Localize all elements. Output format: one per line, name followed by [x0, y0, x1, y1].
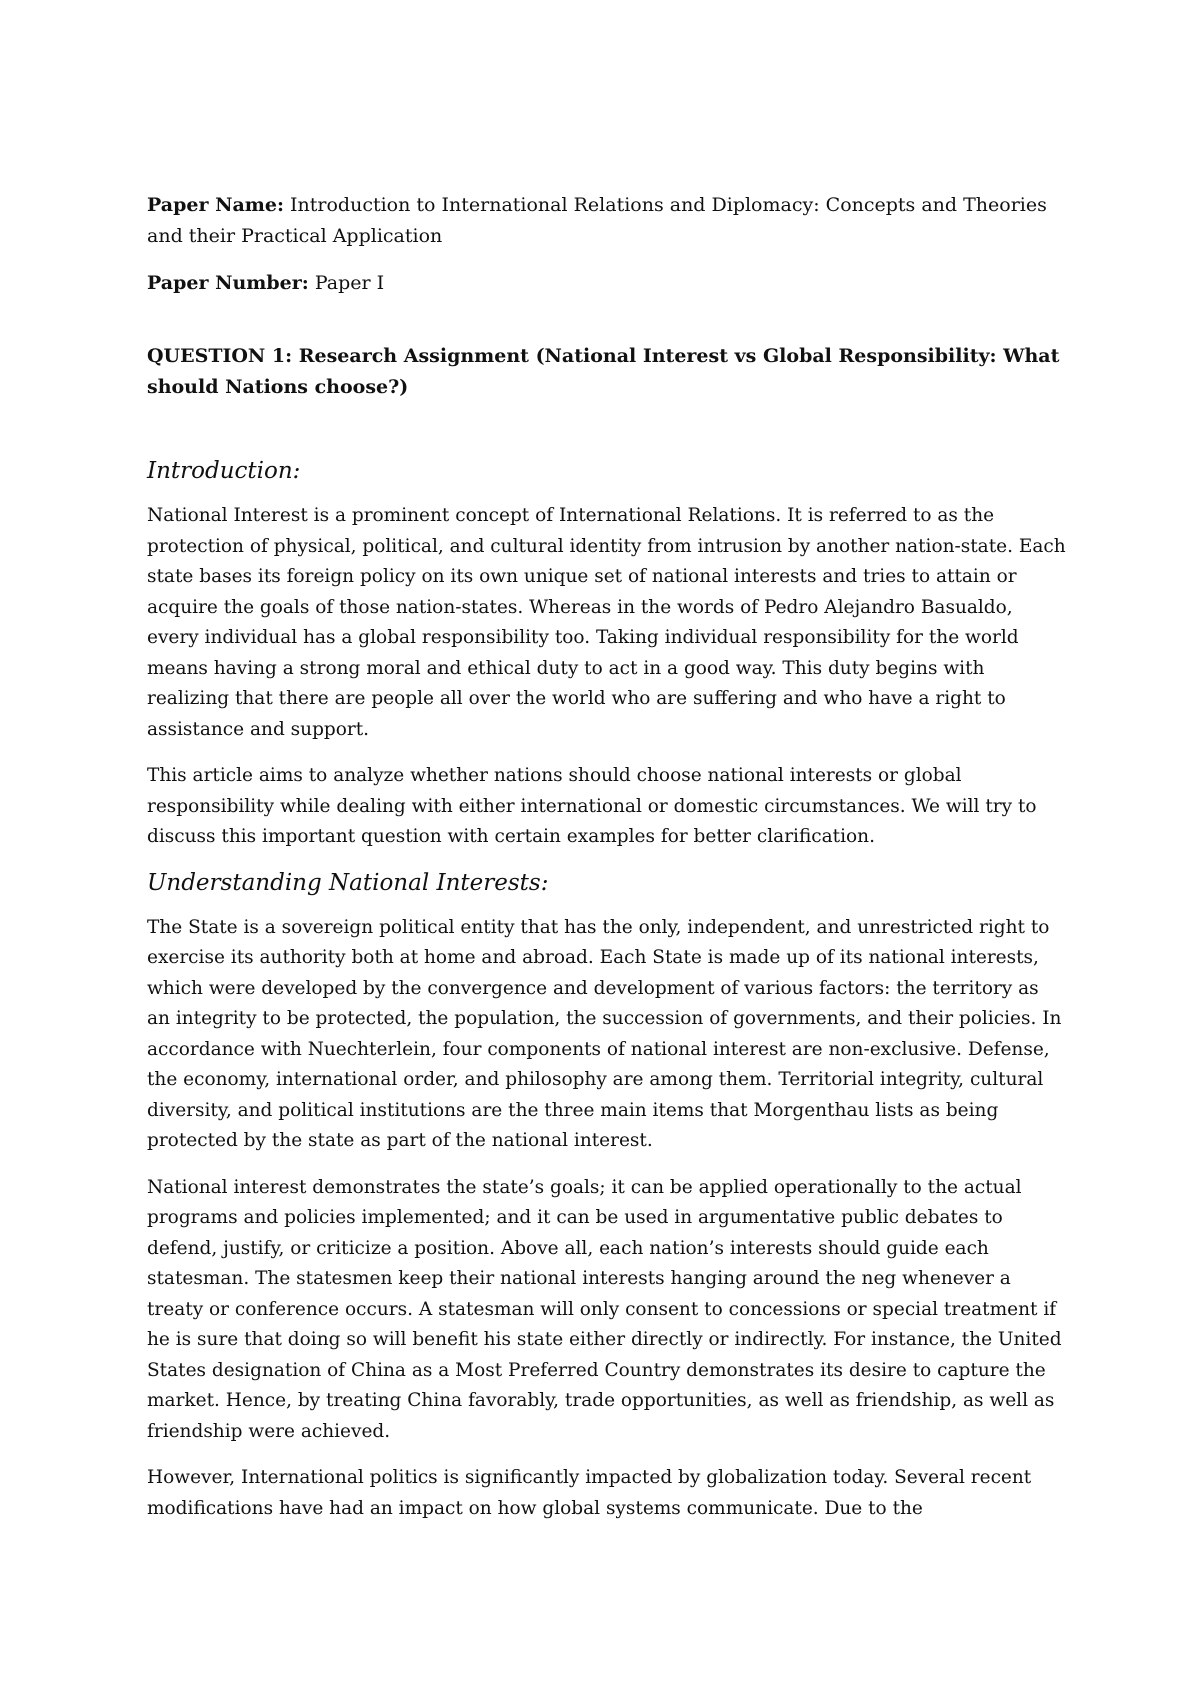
paper-number-value: Paper I [314, 272, 385, 294]
paper-name-line [147, 190, 1067, 252]
national-interests-paragraph-3: However, International politics is significantly impacted by globalization today. Several recent modifications have had an impact on how global systems communicate. Due to the [147, 1467, 1032, 1519]
national-interests-paragraph-2: National interest demonstrates the state’s goals; it can be applied operationally to the actual programs and policies implemented; and it can be used in argumentative public debates to defend, justify, or criticize a position. Above all, each nation’s interests should guide each statesman. The statesmen keep their national interests hanging around the neg whenever a treaty or conference occurs. A statesman will only consent to concessions or special treatment if he is sure that doing so will benefit his state either directly or indirectly. For instance, the United States designation of China as a Most Preferred Country demonstrates its desire to capture the market. Hence, by treating China favorably, trade opportunities, as well as friendship, as well as friendship were achieved. [147, 1176, 1062, 1442]
national-interests-heading: Understanding National Interests: [147, 869, 549, 896]
paper-name-value: Introduction to International Relations and Diplomacy: Concepts and Theories and their Practical Application [147, 194, 1047, 247]
national-interests-paragraph-1: The State is a sovereign political entity that has the only, independent, and unrestricted right to exercise its authority both at home and abroad. Each State is made up of its national interests, which were developed by the convergence and development of various factors: the territory as an integrity to be protected, the population, the succession of governments, and their policies. In accordance with Nuechterlein, four components of national interest are non-exclusive. Defense, the economy, international order, and philosophy are among them. Territorial integrity, cultural diversity, and political institutions are the three main items that Morgenthau lists as being protected by the state as part of the national interest. [147, 916, 1062, 1151]
introduction-paragraph-1: National Interest is a prominent concept of International Relations. It is referred to as the protection of physical, political, and cultural identity from intrusion by another nation-state. Each state bases its foreign policy on its own unique set of national interests and tries to attain or acquire the goals of those nation-states. Whereas in the words of Pedro Alejandro Basualdo, every individual has a global responsibility too. Taking individual responsibility for the world means having a strong moral and ethical duty to act in a good way. This duty begins with realizing that there are people all over the world who are suffering and who have a right to assistance and support. [147, 505, 1066, 740]
paper-name-label: Paper Name: [147, 194, 284, 216]
question-title: QUESTION 1: Research Assignment (National Interest vs Global Responsibility: What should Nations choose?) [147, 345, 1060, 398]
paper-number-line [147, 268, 1067, 299]
paper-number-label: Paper Number: [147, 272, 309, 294]
introduction-paragraph-2: This article aims to analyze whether nations should choose national interests or global responsibility while dealing with either international or domestic circumstances. We will try to discuss this important question with certain examples for better clarification. [147, 765, 1037, 847]
introduction-heading: Introduction: [147, 458, 301, 484]
document-page [147, 190, 1067, 1524]
